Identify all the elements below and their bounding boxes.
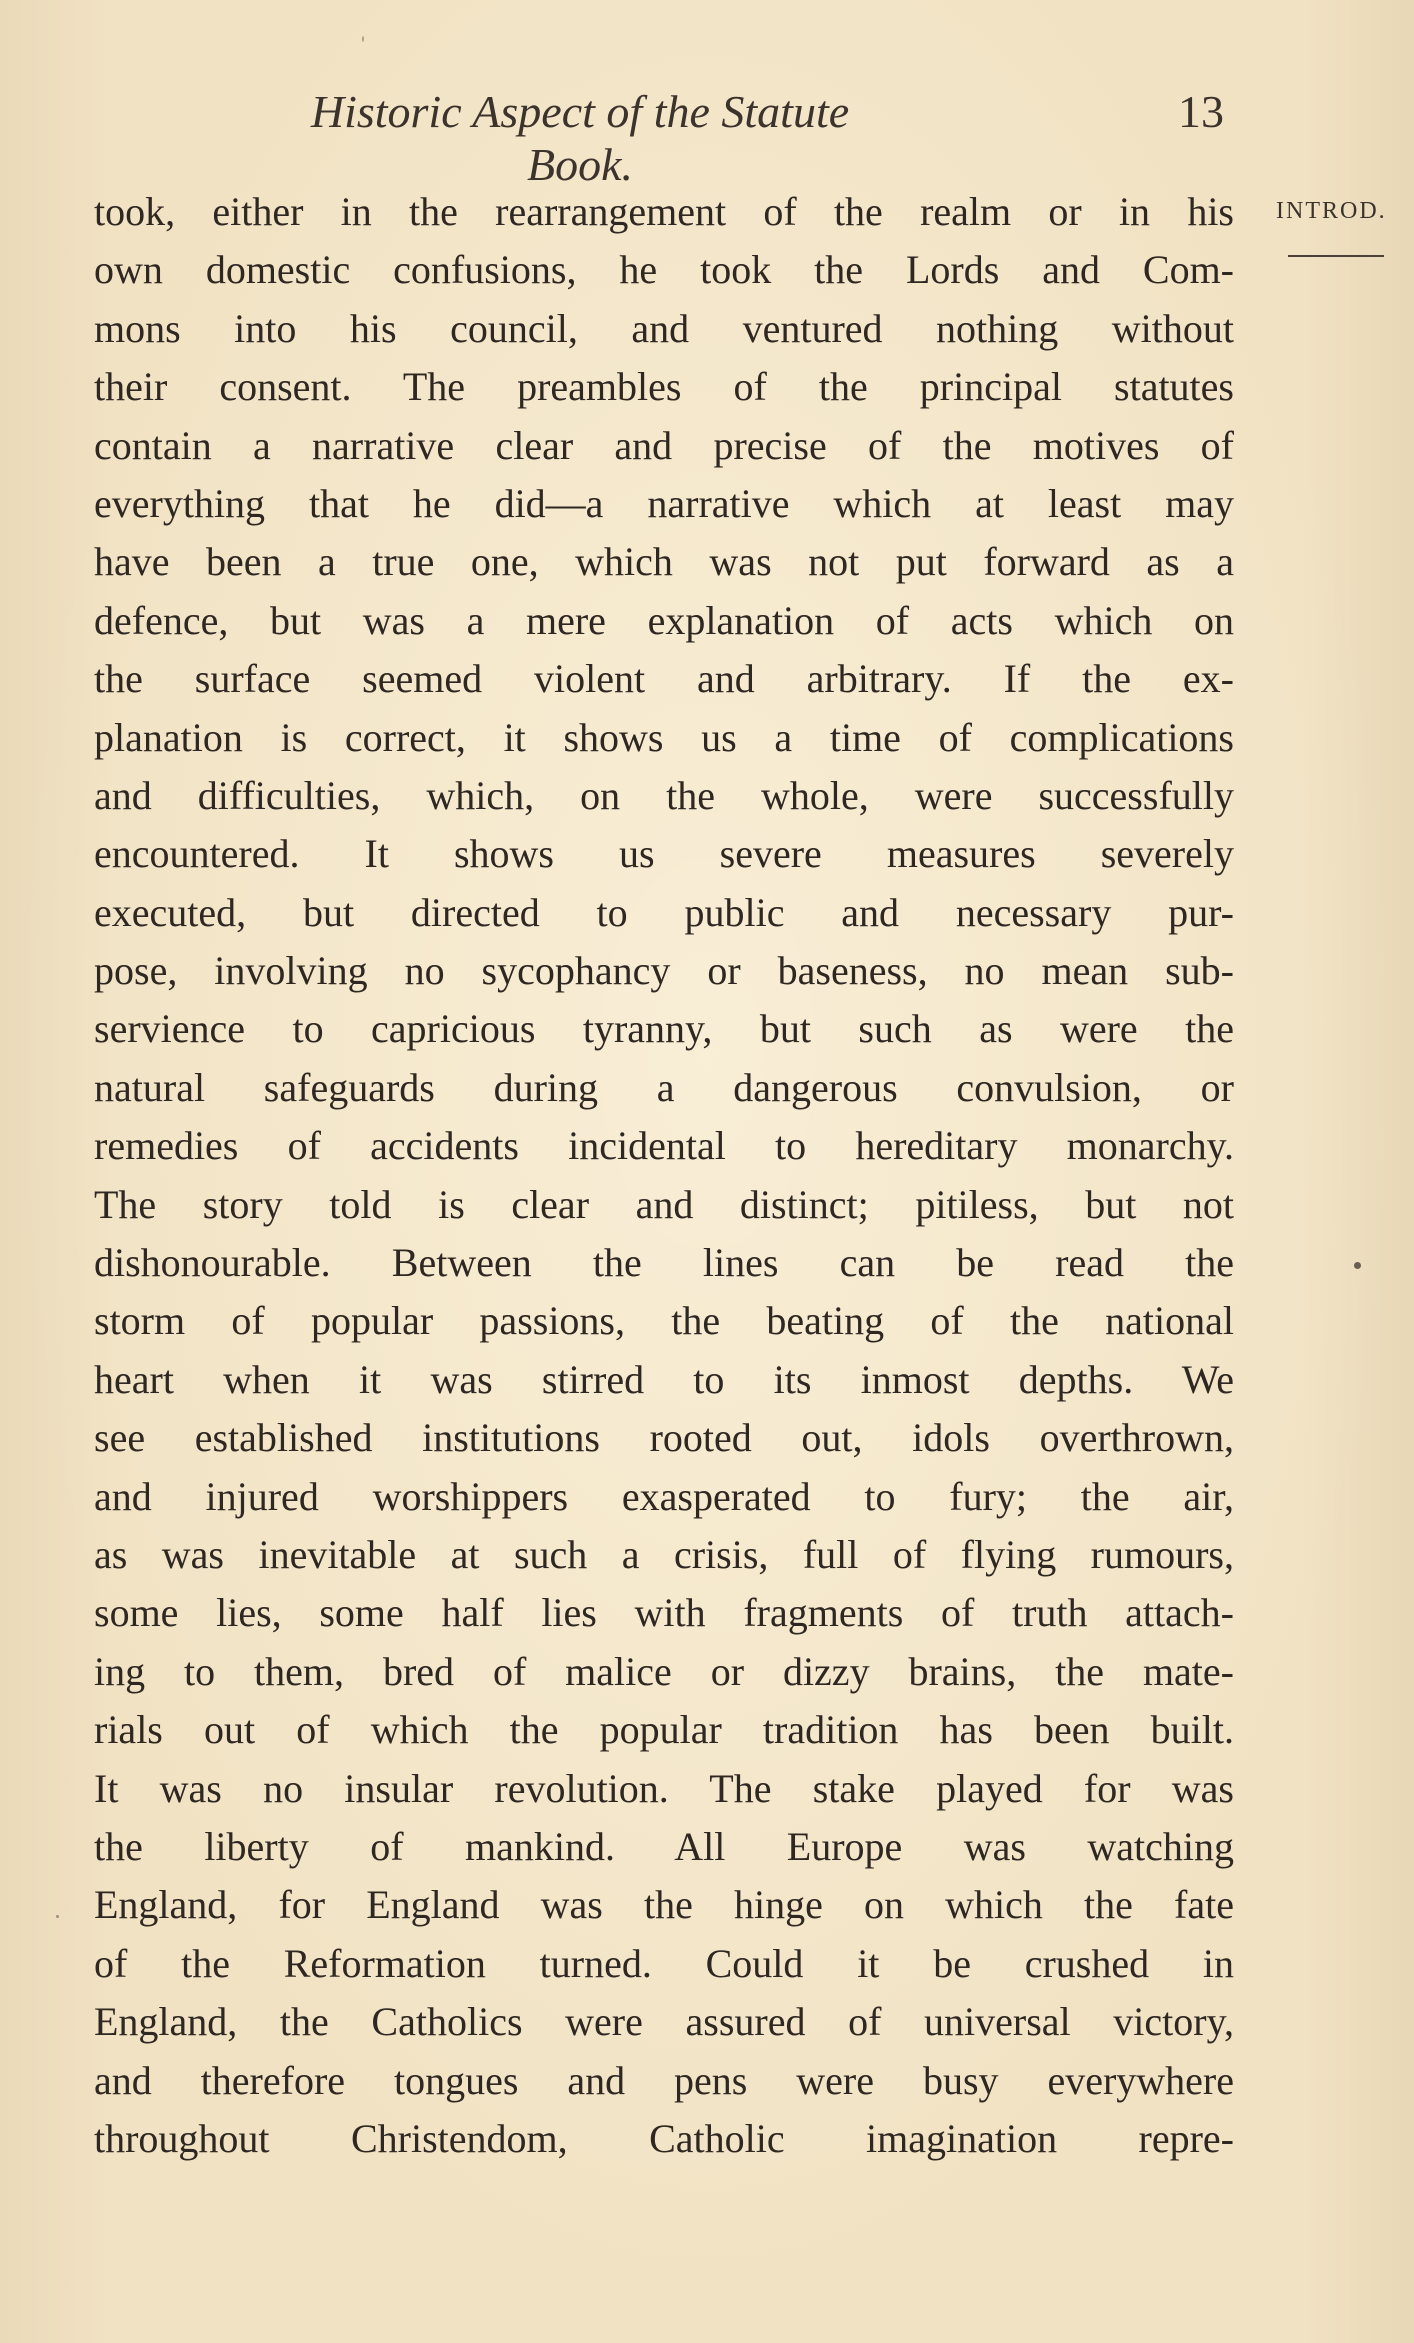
text-line: The story told is clear and distinct; pitiless, but not [94,1181,1234,1227]
page-number: 13 [1178,86,1224,137]
text-line: throughout Christendom, Catholic imagination repre- [94,2115,1234,2161]
ink-speck [1354,1262,1361,1269]
ink-speck [56,1915,59,1918]
text-line: their consent. The preambles of the principal statutes [94,364,1234,410]
text-line: some lies, some half lies with fragments of truth attach- [94,1590,1234,1636]
text-line: natural safeguards during a dangerous convulsion, or [94,1064,1234,1110]
text-line: and injured worshippers exasperated to fury; the air, [94,1473,1234,1519]
text-line: have been a true one, which was not put forward as a [94,539,1234,585]
text-line: It was no insular revolution. The stake played for was [94,1765,1234,1811]
text-line: mons into his council, and ventured nothing without [94,305,1234,351]
text-line: the surface seemed violent and arbitrary. If the ex- [94,656,1234,702]
text-line: heart when it was stirred to its inmost depths. We [94,1356,1234,1402]
text-line: planation is correct, it shows us a time of complications [94,714,1234,760]
text-line: rials out of which the popular tradition has been built. [94,1707,1234,1753]
text-line: executed, but directed to public and necessary pur- [94,889,1234,935]
text-line: remedies of accidents incidental to hereditary monarchy. [94,1123,1234,1169]
ink-speck [362,36,364,42]
text-line: storm of popular passions, the beating of the national [94,1298,1234,1344]
running-title: Historic Aspect of the Statute Book. [310,86,850,190]
text-line: defence, but was a mere explanation of acts which on [94,597,1234,643]
text-line: everything that he did—a narrative which at least may [94,480,1234,526]
body-text [94,183,1234,2168]
text-line: contain a narrative clear and precise of the motives of [94,422,1234,468]
text-line: see established institutions rooted out, idols overthrown, [94,1415,1234,1461]
text-line: ing to them, bred of malice or dizzy brains, the mate- [94,1648,1234,1694]
text-line: of the Reformation turned. Could it be crushed in [94,1940,1234,1986]
margin-rule [1288,255,1384,257]
text-line: the liberty of mankind. All Europe was watching [94,1823,1234,1869]
text-line: and difficulties, which, on the whole, were successfully [94,772,1234,818]
margin-note: INTROD. [1276,198,1387,224]
text-line: and therefore tongues and pens were busy everywhere [94,2057,1234,2103]
text-line: servience to capricious tyranny, but such as were the [94,1006,1234,1052]
text-line: dishonourable. Between the lines can be read the [94,1240,1234,1286]
text-line: as was inevitable at such a crisis, full of flying rumours, [94,1531,1234,1577]
text-line: own domestic confusions, he took the Lords and Com- [94,247,1234,293]
text-line: encountered. It shows us severe measures severely [94,831,1234,877]
text-line: pose, involving no sycophancy or baseness, no mean sub- [94,948,1234,994]
text-line: England, for England was the hinge on which the fate [94,1882,1234,1928]
text-line: England, the Catholics were assured of universal victory, [94,1999,1234,2045]
text-line: took, either in the rearrangement of the realm or in his [94,189,1234,234]
